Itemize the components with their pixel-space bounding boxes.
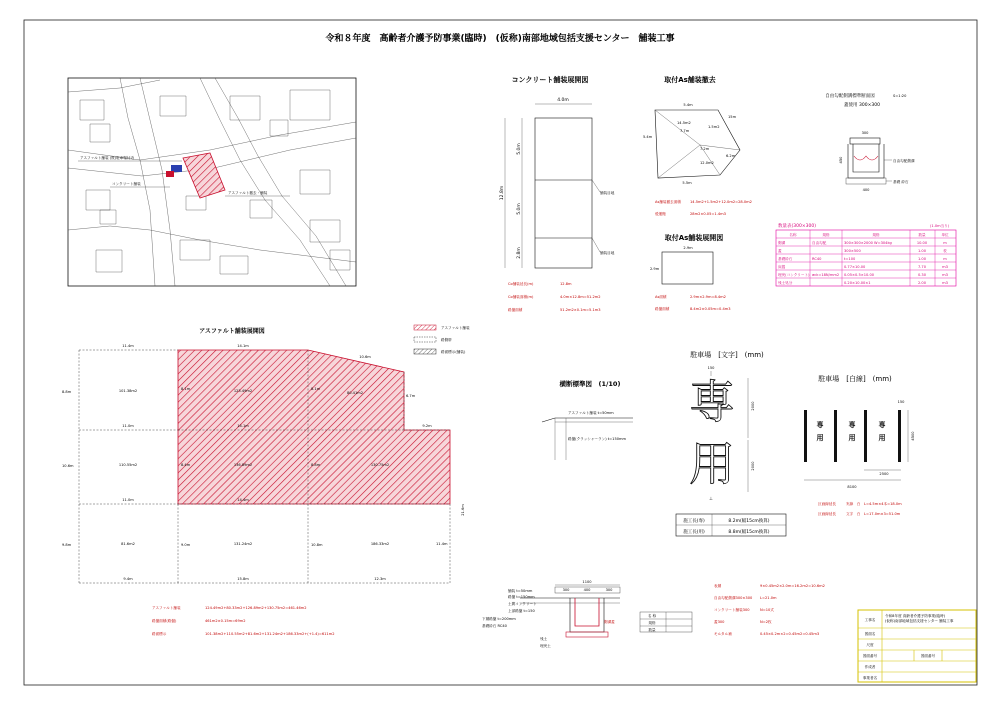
svg-text:2000: 2000 (751, 401, 755, 411)
svg-text:工事名: 工事名 (864, 618, 876, 622)
svg-text:駐車場 [文字] (mm): 駐車場 [文字] (mm) (690, 351, 764, 359)
svg-text:7.7m: 7.7m (680, 129, 690, 133)
svg-text:舗装 t=50mm: 舗装 t=50mm (508, 589, 533, 593)
gutter-section (825, 92, 915, 192)
svg-text:450: 450 (839, 156, 843, 164)
svg-text:2.00: 2.00 (917, 281, 927, 285)
svg-text:(1.0m当り): (1.0m当り) (930, 224, 950, 228)
svg-text:区画線延長: 区画線延長 (818, 502, 836, 506)
concrete-title: コンクリート舗装展開図 (511, 76, 589, 84)
svg-text:9×0.45m2×2.0m=16.2m2=10.6m2: 9×0.45m2×2.0m=16.2m2=10.6m2 (760, 584, 825, 588)
svg-text:14.1m: 14.1m (237, 344, 249, 348)
svg-text:8.2m(幅15cm換算): 8.2m(幅15cm換算) (728, 519, 770, 524)
svg-text:側溝: 側溝 (778, 241, 786, 245)
svg-text:81.6m2: 81.6m2 (121, 542, 135, 546)
as-remove-title: 取付As舗装撤去 (664, 76, 716, 84)
svg-text:0.77×10.00: 0.77×10.00 (844, 265, 866, 269)
svg-text:124.49m2+80.33m2+126.89m2+130.: 124.49m2+80.33m2+126.89m2+130.75m2=461.46m2 (205, 606, 307, 610)
svg-text:蓋300: 蓋300 (714, 620, 725, 624)
svg-text:路側帯: 路側帯 (441, 338, 452, 342)
svg-text:用: 用 (848, 434, 856, 442)
svg-text:8.8m: 8.8m (311, 463, 321, 467)
svg-text:駐車場 [白線] (mm): 駐車場 [白線] (mm) (818, 375, 892, 383)
svg-text:10.00: 10.00 (916, 241, 928, 245)
svg-text:図面番号: 図面番号 (862, 654, 878, 658)
svg-text:σck=18N/mm2: σck=18N/mm2 (812, 273, 840, 277)
svg-text:12.8m: 12.8m (560, 282, 572, 286)
svg-text:実線 白 L=4.5m×4本=18.0m: 実線 白 L=4.5m×4本=18.0m (846, 502, 902, 506)
svg-text:作成者: 作成者 (864, 665, 876, 669)
svg-text:300: 300 (605, 588, 613, 592)
svg-text:自由勾配側溝300×300: 自由勾配側溝300×300 (714, 596, 753, 600)
svg-text:51.2m2×0.1m=5.1m3: 51.2m2×0.1m=5.1m3 (560, 308, 601, 312)
parking-text (676, 350, 786, 536)
concrete-layout (499, 75, 615, 312)
svg-text:11.4m: 11.4m (436, 542, 448, 546)
svg-text:残土: 残土 (540, 637, 548, 641)
svg-text:300×500: 300×500 (844, 249, 861, 253)
map-label-2: コンクリート舗装 (112, 182, 141, 186)
svg-text:0.20×10.00×1: 0.20×10.00×1 (844, 281, 871, 285)
svg-text:1.5m2: 1.5m2 (708, 125, 720, 129)
svg-text:1.00: 1.00 (917, 257, 927, 261)
svg-text:RC40: RC40 (812, 257, 822, 261)
svg-text:9.2m: 9.2m (422, 424, 432, 428)
svg-text:400: 400 (583, 588, 591, 592)
svg-text:150: 150 (897, 400, 905, 404)
drawing-title: 令和８年度 高齢者介護予防事業(臨時) (仮称)南部地域包括支援センター 舗装工事 (325, 34, 675, 44)
concrete-seg2: 5.0m (517, 203, 522, 215)
svg-text:130.75m2: 130.75m2 (370, 463, 390, 467)
svg-text:28m2×0.05=1.4m3: 28m2×0.05=1.4m3 (690, 212, 726, 216)
svg-text:Co舗装面積(m): Co舗装面積(m) (508, 295, 534, 299)
svg-text:殻運搬: 殻運搬 (655, 212, 666, 216)
svg-text:m: m (943, 257, 947, 261)
svg-text:6.7m: 6.7m (406, 394, 416, 398)
svg-text:5.5m: 5.5m (682, 181, 692, 185)
svg-text:基礎 砕石: 基礎 砕石 (893, 180, 909, 184)
parking-lines (804, 374, 915, 516)
svg-text:名称: 名称 (789, 233, 797, 237)
as-removal (643, 75, 752, 216)
svg-text:専: 専 (878, 421, 886, 429)
svg-text:単位: 単位 (941, 233, 949, 237)
svg-text:4.0m×12.8m=51.2m2: 4.0m×12.8m=51.2m2 (560, 295, 601, 299)
svg-text:令和8年度 高齢者介護予防事業(臨時)(仮称)南部地域包括支: 令和8年度 高齢者介護予防事業(臨時) (仮称)南部地域包括支援センター 舗装工事 (885, 614, 954, 623)
svg-text:15.8m: 15.8m (237, 577, 249, 581)
svg-text:数量表(300×300): 数量表(300×300) (778, 224, 816, 229)
svg-text:1.00: 1.00 (917, 249, 927, 253)
parking-char-you: 用 (689, 437, 735, 491)
svg-text:m: m (943, 241, 947, 245)
svg-text:8100: 8100 (847, 485, 857, 489)
svg-text:名 称: 名 称 (647, 614, 657, 618)
svg-text:8.8m: 8.8m (62, 390, 72, 394)
svg-text:N=2枚: N=2枚 (760, 620, 772, 624)
svg-text:数量: 数量 (648, 628, 656, 632)
svg-text:10.6m: 10.6m (62, 464, 74, 468)
svg-text:As面積: As面積 (655, 295, 667, 299)
svg-text:蓋使用 300×300: 蓋使用 300×300 (844, 103, 880, 108)
concrete-note2: 舗装目地 (600, 251, 615, 255)
svg-text:14.1m: 14.1m (237, 424, 249, 428)
svg-text:枚: 枚 (943, 249, 947, 253)
svg-text:0.30: 0.30 (917, 273, 927, 277)
svg-text:80.41m2: 80.41m2 (346, 391, 364, 395)
svg-text:基礎砕石: 基礎砕石 (778, 257, 793, 261)
svg-text:110.55m2: 110.55m2 (118, 463, 138, 467)
svg-text:21.6m: 21.6m (461, 504, 465, 516)
svg-text:0.45×0.2m×2=0.45m2=0.45m3: 0.45×0.2m×2=0.45m2=0.45m3 (760, 632, 820, 636)
svg-text:路盤面積: 路盤面積 (508, 308, 523, 312)
svg-text:131.24m2: 131.24m2 (233, 542, 253, 546)
svg-text:尺度: 尺度 (866, 643, 874, 647)
svg-text:2.9m×2.9m=8.4m2: 2.9m×2.9m=8.4m2 (690, 295, 726, 299)
svg-text:専: 専 (848, 421, 856, 429)
svg-text:8.1m: 8.1m (311, 387, 321, 391)
svg-text:m3: m3 (942, 281, 948, 285)
concrete-total: 12.8m (500, 185, 505, 201)
svg-text:9.0m: 9.0m (181, 543, 191, 547)
gutter-detail (482, 580, 692, 648)
svg-text:上部路盤 t=150: 上部路盤 t=150 (508, 609, 535, 613)
svg-text:アスファルト舗装 t=50mm: アスファルト舗装 t=50mm (568, 411, 614, 415)
svg-text:規格: 規格 (822, 233, 830, 237)
svg-text:蓋: 蓋 (778, 249, 782, 253)
svg-text:6.2m: 6.2m (726, 154, 736, 158)
svg-text:11.0m: 11.0m (122, 498, 134, 502)
svg-text:10.6m: 10.6m (359, 355, 371, 359)
svg-text:136.89m2: 136.89m2 (233, 463, 253, 467)
svg-text:アスファルト舗装: アスファルト舗装 (441, 326, 470, 330)
svg-text:300×300×2000 W=304kg: 300×300×2000 W=304kg (844, 241, 892, 245)
svg-text:300: 300 (861, 131, 869, 135)
svg-text:路盤面積(路盤): 路盤面積(路盤) (152, 619, 177, 623)
svg-text:N=10式: N=10式 (760, 608, 774, 612)
map-label-3: アスファルト撤去・舗装 (228, 191, 268, 195)
svg-text:m3: m3 (942, 273, 948, 277)
svg-text:4500: 4500 (911, 431, 915, 441)
svg-text:7.70: 7.70 (917, 265, 927, 269)
map-label-1: アスファルト舗装 (既)駐車場付近 (80, 156, 135, 160)
svg-text:用: 用 (878, 434, 886, 442)
svg-text:自由勾配: 自由勾配 (812, 241, 827, 245)
svg-text:8.4m: 8.4m (181, 463, 191, 467)
svg-text:図面名: 図面名 (864, 632, 876, 636)
svg-text:路盤(クラッシャーラン) t=150mm: 路盤(クラッシャーラン) t=150mm (568, 437, 627, 441)
svg-text:5.4m: 5.4m (643, 135, 653, 139)
asphalt-title: アスファルト舗装展開図 (199, 328, 265, 335)
svg-text:14.4m: 14.4m (237, 498, 249, 502)
as-layout-title: 取付As舗装展開図 (664, 234, 724, 242)
svg-text:2500: 2500 (879, 472, 889, 476)
svg-text:数量: 数量 (918, 233, 926, 237)
svg-text:土間コンクリート: 土間コンクリート (508, 602, 537, 606)
asphalt-calc (152, 605, 334, 636)
svg-text:2.9m: 2.9m (683, 246, 693, 250)
svg-text:300: 300 (562, 588, 570, 592)
svg-text:事業者名: 事業者名 (862, 676, 878, 680)
title-block (858, 610, 976, 682)
svg-text:S=1:20: S=1:20 (893, 94, 907, 98)
svg-text:自由勾配側溝: 自由勾配側溝 (893, 159, 915, 163)
svg-text:規格: 規格 (872, 233, 880, 237)
svg-text:12.0m2: 12.0m2 (700, 161, 714, 165)
svg-text:t=100: t=100 (844, 257, 856, 261)
parking-work-table (676, 514, 786, 536)
svg-text:0.05×0.5×10.00: 0.05×0.5×10.00 (844, 273, 875, 277)
svg-text:路面標示: 路面標示 (152, 632, 167, 636)
svg-text:埋戻(コンクリート): 埋戻(コンクリート) (778, 273, 810, 277)
svg-text:下層路盤 t=200mm: 下層路盤 t=200mm (482, 617, 516, 621)
svg-text:1100: 1100 (582, 580, 592, 584)
svg-text:規格: 規格 (648, 621, 656, 625)
svg-text:m3: m3 (942, 265, 948, 269)
svg-text:186.33m2: 186.33m2 (370, 542, 390, 546)
asphalt-layout (62, 325, 470, 636)
svg-text:101.38m2+110.55m2+81.6m2+131.2: 101.38m2+110.55m2+81.6m2+131.24m2+186.33m2+(+1.4)=611m2 (205, 632, 335, 636)
asphalt-legend (414, 325, 470, 354)
svg-text:7.2m: 7.2m (700, 147, 710, 151)
cross-section (542, 379, 633, 460)
svg-text:施工長(専): 施工長(専) (683, 519, 705, 524)
svg-text:施工長(用): 施工長(用) (683, 530, 705, 535)
svg-text:床掘: 床掘 (778, 265, 786, 269)
concrete-note1: 舗装目地 (600, 191, 615, 195)
svg-text:側溝蓋: 側溝蓋 (604, 620, 615, 624)
svg-text:横断標準図 (1/10): 横断標準図 (1/10) (559, 380, 621, 388)
concrete-width: 4.0m (557, 98, 569, 103)
svg-text:150: 150 (707, 366, 715, 370)
svg-text:埋戻土: 埋戻土 (540, 644, 551, 648)
svg-text:461m2×0.15m=69m2: 461m2×0.15m=69m2 (205, 619, 246, 623)
svg-text:⊥: ⊥ (709, 497, 713, 502)
svg-text:2000: 2000 (751, 461, 755, 471)
svg-text:基礎砕石 RC40: 基礎砕石 RC40 (482, 624, 507, 628)
svg-text:路盤面積: 路盤面積 (655, 307, 670, 311)
svg-text:自由勾配側溝標準断面図: 自由勾配側溝標準断面図 (825, 94, 875, 99)
svg-text:8.1m: 8.1m (181, 387, 191, 391)
quantity-schedule (776, 222, 956, 286)
concrete-calc (508, 281, 601, 312)
svg-text:10.8m: 10.8m (311, 543, 323, 547)
svg-text:L=21.0m: L=21.0m (760, 596, 777, 600)
svg-text:14.5m2: 14.5m2 (677, 121, 691, 125)
svg-text:11.0m: 11.0m (122, 424, 134, 428)
site-map (68, 78, 356, 286)
svg-text:9.4m: 9.4m (123, 577, 133, 581)
svg-text:5.4m: 5.4m (683, 103, 693, 107)
svg-text:123.49m2: 123.49m2 (233, 389, 253, 393)
as-layout (650, 233, 731, 311)
svg-text:モルタル補: モルタル補 (714, 632, 732, 636)
svg-text:14.5m2+1.5m2+12.0m2=28.0m2: 14.5m2+1.5m2+12.0m2=28.0m2 (690, 200, 752, 204)
svg-text:コンクリート舗装300: コンクリート舗装300 (714, 608, 750, 612)
parking-char-sen: 専 (689, 375, 735, 429)
svg-text:路盤 t=150mm: 路盤 t=150mm (508, 595, 535, 599)
svg-text:8.4m2×0.05m=0.4m3: 8.4m2×0.05m=0.4m3 (690, 307, 731, 311)
concrete-seg3: 2.8m (517, 247, 522, 259)
svg-text:400: 400 (862, 188, 870, 192)
svg-text:用: 用 (816, 434, 824, 442)
svg-text:9.8m: 9.8m (62, 543, 72, 547)
svg-text:路面標示(舗装): 路面標示(舗装) (441, 350, 466, 354)
svg-text:101.38m2: 101.38m2 (118, 389, 138, 393)
svg-text:文字 白 L=17.0m×3=51.0m: 文字 白 L=17.0m×3=51.0m (846, 512, 901, 516)
svg-text:15m: 15m (728, 115, 737, 119)
svg-text:区画線延長: 区画線延長 (818, 512, 836, 516)
summary-notes (714, 583, 825, 636)
svg-text:11.4m: 11.4m (122, 344, 134, 348)
svg-text:8.8m(幅15cm換算): 8.8m(幅15cm換算) (728, 530, 770, 535)
svg-text:表層: 表層 (714, 584, 722, 588)
svg-text:残土処分: 残土処分 (778, 281, 793, 285)
svg-text:12.3m: 12.3m (374, 577, 386, 581)
svg-text:アスファルト舗装: アスファルト舗装 (152, 606, 181, 610)
svg-text:As舗装撤去面積: As舗装撤去面積 (655, 200, 681, 204)
svg-text:2.9m: 2.9m (650, 267, 660, 271)
concrete-seg1: 5.0m (517, 143, 522, 155)
svg-text:Co舗装延長(m): Co舗装延長(m) (508, 282, 534, 286)
svg-text:専: 専 (816, 421, 824, 429)
svg-text:図面番号: 図面番号 (920, 654, 936, 658)
